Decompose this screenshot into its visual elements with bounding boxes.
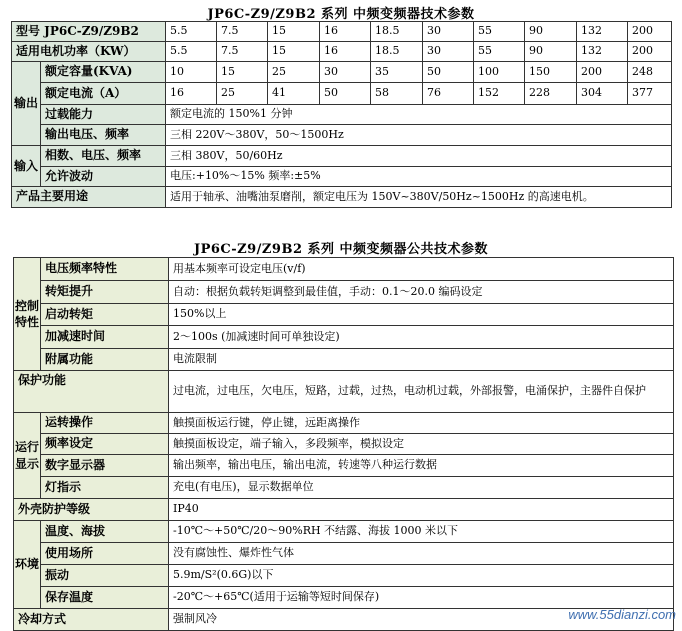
run-label: 数字显示器 <box>41 455 169 477</box>
run-value: 输出频率，输出电压，输出电流，转速等八种运行数据 <box>169 455 674 477</box>
model-cell: 18.5 <box>371 22 423 42</box>
overload-label: 过载能力 <box>41 105 166 125</box>
run-label: 运转操作 <box>41 413 169 434</box>
cooling-label: 冷却方式 <box>14 609 169 631</box>
run-row <box>14 413 674 434</box>
phase-value: 三相 380V，50/60Hz <box>166 146 672 167</box>
use-label: 产品主要用途 <box>12 187 166 208</box>
current-cell: 58 <box>371 83 423 105</box>
capacity-row <box>12 62 672 83</box>
control-value: 150%以上 <box>169 304 674 326</box>
env-row <box>14 543 674 565</box>
env-label: 使用场所 <box>41 543 169 565</box>
env-label: 温度、海拔 <box>41 521 169 543</box>
model-label: 型号 JP6C-Z9/Z9B2 <box>12 22 166 42</box>
output-section-label: 输出 <box>12 62 41 146</box>
outvolt-value: 三相 220V～380V，50～1500Hz <box>166 125 672 146</box>
capacity-label: 额定容量(KVA) <box>41 62 166 83</box>
env-row <box>14 565 674 587</box>
current-cell: 25 <box>217 83 268 105</box>
control-section-label: 控制特性 <box>14 258 41 371</box>
capacity-cell: 200 <box>577 62 628 83</box>
model-cell: 132 <box>577 22 628 42</box>
run-section-label: 运行显示 <box>14 413 41 499</box>
env-value: -10℃～+50℃/20～90%RH 不结露、海拔 1000 米以下 <box>169 521 674 543</box>
env-label: 振动 <box>41 565 169 587</box>
fluct-value: 电压:+10%～15% 频率:±5% <box>166 167 672 187</box>
env-label: 保存温度 <box>41 587 169 609</box>
control-label: 附属功能 <box>41 349 169 371</box>
env-value: 5.9m/S²(0.6G)以下 <box>169 565 674 587</box>
model-cell: 16 <box>320 22 371 42</box>
common-params-table <box>13 257 674 631</box>
current-cell: 228 <box>525 83 577 105</box>
phase-label: 相数、电压、频率 <box>41 146 166 167</box>
motor-cell: 200 <box>628 42 672 62</box>
control-row <box>14 281 674 304</box>
capacity-cell: 35 <box>371 62 423 83</box>
phase-row <box>12 146 672 167</box>
control-value: 用基本频率可设定电压(v/f) <box>169 258 674 281</box>
control-row <box>14 349 674 371</box>
capacity-cell: 50 <box>423 62 474 83</box>
control-value: 电流限制 <box>169 349 674 371</box>
motor-label: 适用电机功率（KW） <box>12 42 166 62</box>
input-section-label: 输入 <box>12 146 41 187</box>
capacity-cell: 15 <box>217 62 268 83</box>
current-cell: 304 <box>577 83 628 105</box>
control-value: 自动：根据负载转矩调整到最佳值，手动：0.1～20.0 编码设定 <box>169 281 674 304</box>
current-cell: 152 <box>474 83 525 105</box>
motor-cell: 30 <box>423 42 474 62</box>
fluct-label: 允许波动 <box>41 167 166 187</box>
current-cell: 76 <box>423 83 474 105</box>
env-section-label: 环境 <box>14 521 41 609</box>
model-row <box>12 22 672 42</box>
current-cell: 377 <box>628 83 672 105</box>
run-row <box>14 477 674 499</box>
run-row <box>14 455 674 477</box>
outvolt-label: 输出电压、频率 <box>41 125 166 146</box>
current-cell: 50 <box>320 83 371 105</box>
capacity-cell: 100 <box>474 62 525 83</box>
capacity-cell: 25 <box>268 62 320 83</box>
model-cell: 55 <box>474 22 525 42</box>
current-label: 额定电流（A） <box>41 83 166 105</box>
protect-value: 过电流，过电压，欠电压，短路，过载，过热，电动机过载，外部报警，电涌保护，主器件自保护 <box>169 371 674 413</box>
use-value: 适用于轴承、油嘴油泵磨削，额定电压为 150V~380V/50Hz~1500Hz 的高速电机。 <box>166 187 672 208</box>
control-label: 电压频率特性 <box>41 258 169 281</box>
motor-cell: 7.5 <box>217 42 268 62</box>
motor-cell: 15 <box>268 42 320 62</box>
run-row <box>14 434 674 455</box>
protect-label: 保护功能 <box>14 371 169 413</box>
enclosure-value: IP40 <box>169 499 674 521</box>
motor-cell: 18.5 <box>371 42 423 62</box>
motor-cell: 16 <box>320 42 371 62</box>
table2-title: JP6C-Z9/Z9B2 系列 中频变频器公共技术参数 <box>193 242 489 257</box>
capacity-cell: 10 <box>166 62 217 83</box>
capacity-cell: 150 <box>525 62 577 83</box>
motor-row <box>12 42 672 62</box>
env-value: 没有腐蚀性、爆炸性气体 <box>169 543 674 565</box>
outvolt-row <box>12 125 672 146</box>
motor-cell: 90 <box>525 42 577 62</box>
current-row <box>12 83 672 105</box>
env-row <box>14 587 674 609</box>
current-cell: 16 <box>166 83 217 105</box>
run-value: 触摸面板运行键，停止键，远距离操作 <box>169 413 674 434</box>
fluct-row <box>12 167 672 187</box>
overload-row <box>12 105 672 125</box>
control-row <box>14 304 674 326</box>
model-cell: 200 <box>628 22 672 42</box>
model-cell: 90 <box>525 22 577 42</box>
model-cell: 15 <box>268 22 320 42</box>
model-cell: 5.5 <box>166 22 217 42</box>
control-label: 转矩提升 <box>41 281 169 304</box>
env-value: -20℃～+65℃(适用于运输等短时间保存) <box>169 587 674 609</box>
control-value: 2～100s (加减速时间可单独设定) <box>169 326 674 349</box>
run-label: 频率设定 <box>41 434 169 455</box>
motor-cell: 5.5 <box>166 42 217 62</box>
capacity-cell: 248 <box>628 62 672 83</box>
run-value: 充电(有电压)，显示数据单位 <box>169 477 674 499</box>
tech-params-table <box>11 21 672 208</box>
enclosure-row <box>14 499 674 521</box>
table1-title: JP6C-Z9/Z9B2 系列 中频变频器技术参数 <box>207 7 475 22</box>
env-row <box>14 521 674 543</box>
watermark: www.55dianzi.com <box>568 607 676 622</box>
current-cell: 41 <box>268 83 320 105</box>
overload-value: 额定电流的 150%1 分钟 <box>166 105 672 125</box>
control-label: 启动转矩 <box>41 304 169 326</box>
model-cell: 7.5 <box>217 22 268 42</box>
control-row <box>14 326 674 349</box>
capacity-cell: 30 <box>320 62 371 83</box>
control-label: 加减速时间 <box>41 326 169 349</box>
run-value: 触摸面板设定，端子输入，多段频率，模拟设定 <box>169 434 674 455</box>
enclosure-label: 外壳防护等级 <box>14 499 169 521</box>
motor-cell: 132 <box>577 42 628 62</box>
use-row <box>12 187 672 208</box>
run-label: 灯指示 <box>41 477 169 499</box>
cooling-value: 强制风冷 <box>169 609 674 631</box>
protect-row <box>14 371 674 413</box>
motor-cell: 55 <box>474 42 525 62</box>
control-row <box>14 258 674 281</box>
model-cell: 30 <box>423 22 474 42</box>
